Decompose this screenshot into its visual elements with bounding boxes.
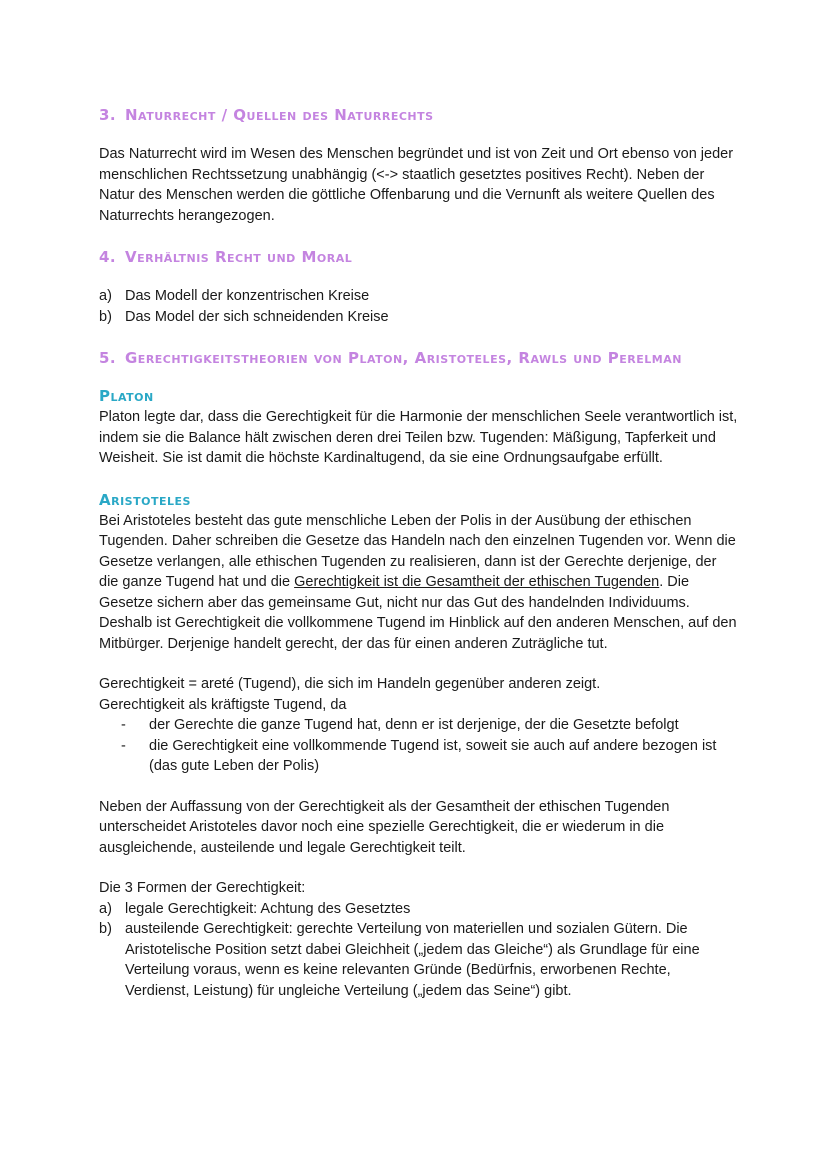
list-marker: a) bbox=[99, 900, 112, 917]
section-3-heading bbox=[99, 106, 739, 124]
aristoteles-heading: Aristoteles bbox=[99, 490, 191, 509]
platon-heading: Platon bbox=[99, 387, 154, 405]
section-number: 4. bbox=[99, 248, 117, 266]
section-title: Naturrecht / Quellen des Naturrechts bbox=[125, 106, 434, 124]
list-item bbox=[99, 919, 739, 1001]
platon-paragraph: Platon legte dar, dass die Gerechtigkeit für die Harmonie der menschlichen Seele verantwortlich ist, indem sie die Balance hält zwischen deren drei Teilen bzw. Tugenden: Mäßigung, Tapferkeit und Weisheit. Sie ist damit die höchste Kardinaltugend, da sie eine Ordnungsaufgabe erfüllt. bbox=[99, 409, 738, 466]
text-run: Bei Aristoteles besteht das gute menschliche Leben der Polis in der Ausübung der ethischen Tugenden. Daher schreiben die Gesetze das Handeln nach den einzelnen Tugenden vor. Wenn die Gesetze verlangen, alle ethischen Tugenden zu realisieren, dann ist der Gerechte derjenige, der die ganze Tugend hat und die bbox=[99, 512, 736, 590]
list-marker: - bbox=[121, 717, 126, 733]
list-marker: a) bbox=[99, 288, 112, 304]
aristoteles-definition: Gerechtigkeit = areté (Tugend), die sich im Handeln gegenüber anderen zeigt. bbox=[99, 676, 601, 692]
list-item bbox=[99, 286, 739, 307]
list-text: Das Model der sich schneidenden Kreise bbox=[125, 308, 389, 325]
section-4-list bbox=[99, 286, 739, 327]
aristoteles-paragraph-1 bbox=[99, 511, 739, 655]
aristoteles-definition-intro: Gerechtigkeit als kräftigste Tugend, da bbox=[99, 696, 347, 713]
section-number: 3. bbox=[99, 106, 117, 124]
section-3-paragraph: Das Naturrecht wird im Wesen des Menschen begründet und ist von Zeit und Ort ebenso von jeder menschlichen Rechtssetzung unabhängig (<-> staatlich gesetztes positives Recht). Neben der Natur des Menschen werden die göttliche Offenbarung und die Vernunft als weitere Quellen des Naturrechts herangezogen. bbox=[99, 146, 734, 224]
list-item bbox=[121, 736, 739, 777]
forms-list bbox=[99, 899, 739, 1002]
list-text: legale Gerechtigkeit: Achtung des Gesetztes bbox=[125, 900, 411, 917]
list-text: Das Modell der konzentrischen Kreise bbox=[125, 288, 370, 304]
forms-intro: Die 3 Formen der Gerechtigkeit: bbox=[99, 880, 306, 896]
list-text: der Gerechte die ganze Tugend hat, denn er ist derjenige, der die Gesetzte befolgt bbox=[149, 717, 679, 733]
aristoteles-paragraph-3: Neben der Auffassung von der Gerechtigkeit als der Gesamtheit der ethischen Tugenden unterscheidet Aristoteles davor noch eine spezielle Gerechtigkeit, die er wiederum in die ausgleichende, austeilende und legale Gerechtigkeit teilt. bbox=[99, 798, 670, 856]
document-page bbox=[99, 100, 739, 1001]
list-item bbox=[99, 307, 739, 328]
section-4-heading bbox=[99, 248, 739, 266]
section-title: Gerechtigkeitstheorien von Platon, Aristoteles, Rawls und Perelman bbox=[125, 349, 682, 367]
list-marker: - bbox=[121, 737, 126, 754]
section-title: Verhältnis Recht und Moral bbox=[125, 248, 353, 266]
list-marker: b) bbox=[99, 308, 112, 325]
list-marker: b) bbox=[99, 921, 112, 937]
list-item bbox=[121, 715, 739, 736]
section-5-heading bbox=[99, 349, 739, 367]
text-run: . Die Gesetze sichern aber das gemeinsame Gut, nicht nur das Gut des handelnden Individuums. Deshalb ist Gerechtigkeit die vollkommene Tugend im Hinblick auf den anderen Menschen, auf den Mitbürger. Derjenige handelt gerecht, der das für einen anderen Zuträgliche tut. bbox=[99, 574, 737, 652]
dash-list bbox=[121, 715, 739, 777]
list-text: austeilende Gerechtigkeit: gerechte Verteilung von materiellen und sozialen Gütern. Die Aristotelische Position setzt dabei Gleichheit („jedem das Gleiche“) als Grundlage für eine Verteilung voraus, wenn es keine relevanten Gründe (Bedürfnis, erworbenen Rechte, Verdienst, Leistung) für ungleiche Verteilung („jedem das Seine“) gibt. bbox=[125, 921, 700, 999]
section-number: 5. bbox=[99, 349, 117, 367]
underlined-phrase: Gerechtigkeit ist die Gesamtheit der ethischen Tugenden bbox=[294, 574, 660, 590]
list-item bbox=[99, 899, 739, 920]
list-text: die Gerechtigkeit eine vollkommende Tugend ist, soweit sie auch auf andere bezogen ist (das gute Leben der Polis) bbox=[149, 737, 717, 774]
